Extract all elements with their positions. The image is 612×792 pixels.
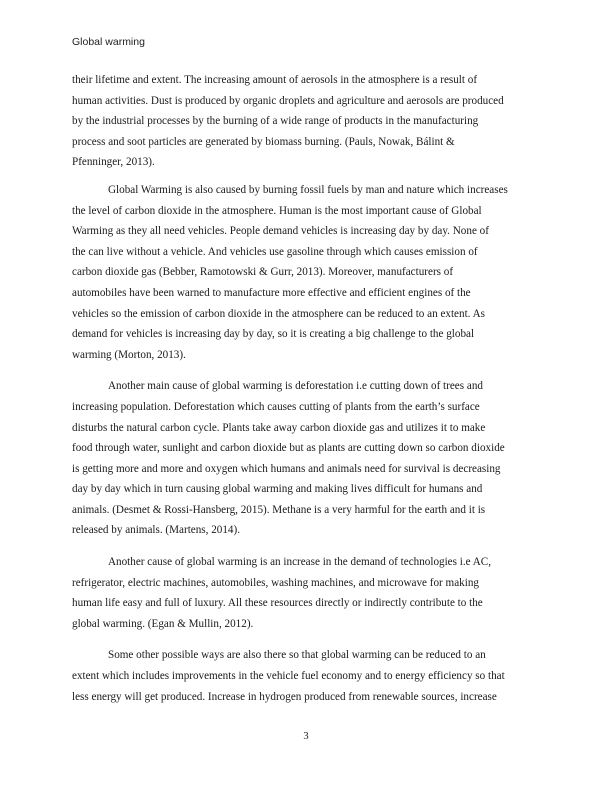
text-line: extent which includes improvements in the vehicle fuel economy and to energy efficiency so that — [72, 670, 505, 683]
text-line: refrigerator, electric machines, automobiles, washing machines, and microwave for making — [72, 576, 479, 589]
text-line: demand for vehicles is increasing day by day, so it is creating a big challenge to the global — [72, 328, 475, 341]
text-line: the level of carbon dioxide in the atmosphere. Human is the most important cause of Global — [72, 204, 482, 217]
text-line: vehicles so the emission of carbon dioxide in the atmosphere can be reduced to an extent. As — [72, 307, 486, 320]
text-line: global warming. (Egan & Mullin, 2012). — [72, 617, 254, 630]
text-line: carbon dioxide gas (Bebber, Ramotowski & Gurr, 2013). Moreover, manufacturers of — [72, 266, 454, 279]
text-line: by the industrial processes by the burning of a wide range of products in the manufacturing — [72, 115, 479, 128]
text-line: automobiles have been warned to manufacture more effective and efficient engines of the — [72, 286, 471, 299]
document-body — [72, 70, 542, 707]
text-line: disturbs the natural carbon cycle. Plants take away carbon dioxide gas and utilizes it to make — [72, 421, 486, 434]
text-line: less energy will get produced. Increase in hydrogen produced from renewable sources, increase — [72, 690, 497, 703]
paragraph-deforestation — [72, 376, 542, 541]
paragraph-reduction — [72, 645, 542, 707]
text-line: Another main cause of global warming is deforestation i.e cutting down of trees and — [108, 380, 483, 393]
text-line: increasing population. Deforestation which causes cutting of plants from the earth’s surface — [72, 400, 480, 413]
running-header: Global warming — [72, 36, 145, 48]
text-line: Global Warming is also caused by burning fossil fuels by man and nature which increases — [108, 183, 508, 196]
text-line: Warming as they all need vehicles. People demand vehicles is increasing day by day. None of — [72, 225, 489, 238]
text-line: released by animals. (Martens, 2014). — [72, 524, 240, 537]
text-line: human life easy and full of luxury. All these resources directly or indirectly contribute to the — [72, 597, 483, 610]
text-line: process and soot particles are generated by biomass burning. (Pauls, Nowak, Bálint & — [72, 135, 455, 148]
text-line: their lifetime and extent. The increasing amount of aerosols in the atmosphere is a result of — [72, 74, 478, 86]
paragraph-fossil-fuels — [72, 180, 542, 365]
text-line: food through water, sunlight and carbon dioxide but as plants are cutting down so carbon dioxide — [72, 442, 505, 455]
text-line: day by day which in turn causing global warming and making lives difficult for humans and — [72, 483, 483, 496]
paragraph-aerosols — [72, 70, 542, 173]
text-line: Another cause of global warming is an increase in the demand of technologies i.e AC, — [108, 556, 492, 569]
text-line: warming (Morton, 2013). — [72, 348, 186, 361]
page-number: 3 — [303, 731, 309, 742]
text-line: animals. (Desmet & Rossi-Hansberg, 2015). Methane is a very harmful for the earth and it is — [72, 503, 486, 516]
text-line: is getting more and more and oxygen which humans and animals need for survival is decreasing — [72, 462, 501, 475]
text-line: Some other possible ways are also there so that global warming can be reduced to an — [108, 649, 486, 662]
paragraph-technologies — [72, 552, 542, 634]
text-line: Pfenninger, 2013). — [72, 156, 155, 169]
text-line: the can live without a vehicle. And vehicles use gasoline through which causes emission of — [72, 245, 478, 258]
text-line: human activities. Dust is produced by organic droplets and agriculture and aerosols are produced — [72, 94, 504, 107]
